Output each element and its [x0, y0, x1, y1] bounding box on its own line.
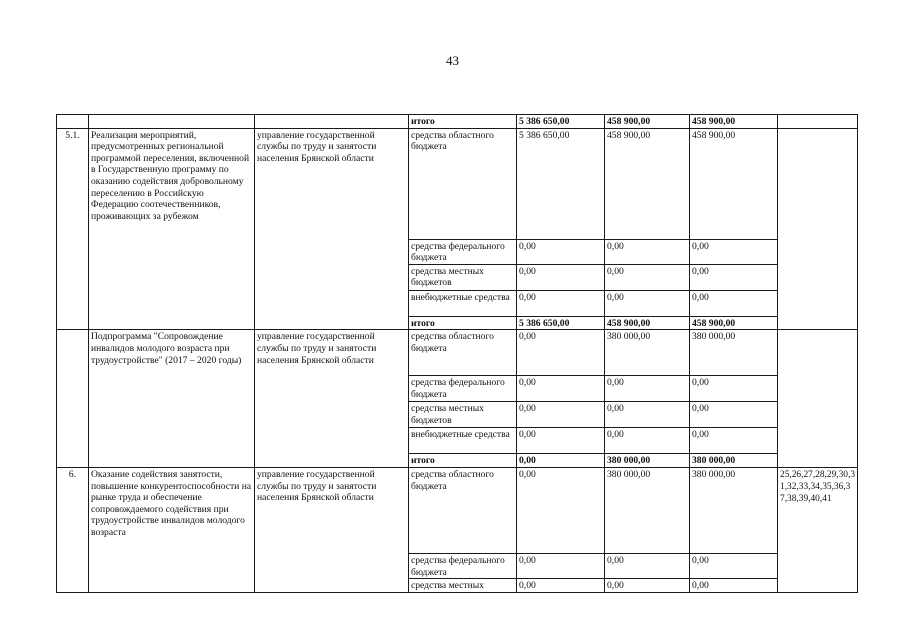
amount-cell: 0,00 [517, 402, 605, 428]
amount-cell: 0,00 [517, 454, 605, 468]
funding-source: средства областного бюджета [409, 330, 517, 376]
indicators-cell [778, 128, 858, 330]
amount-cell: 380 000,00 [605, 330, 690, 376]
amount-cell: 0,00 [605, 553, 690, 578]
amount-cell: 0,00 [517, 579, 605, 593]
indicators-cell: 25,26,27,28,29,30,31,32,33,34,35,36,37,38,39,40,41 [778, 467, 858, 592]
funding-source: средства федерального бюджета [409, 553, 517, 578]
measure-name: Подпрограмма "Сопровождение инвалидов молодого возраста при трудоустройстве" (2017 – 2020 годы) [89, 330, 255, 468]
funding-source: средства местных [409, 579, 517, 593]
amount-cell: 0,00 [605, 290, 690, 316]
amount-cell: 0,00 [517, 553, 605, 578]
funding-source: средства местных бюджетов [409, 402, 517, 428]
amount-cell: 0,00 [517, 330, 605, 376]
amount-cell: 380 000,00 [690, 330, 778, 376]
executor: управление государственной службы по труду и занятости населения Брянской области [255, 467, 409, 592]
amount-cell: 5 386 650,00 [517, 115, 605, 129]
empty-cell [255, 115, 409, 129]
amount-cell: 0,00 [517, 376, 605, 402]
budget-table [56, 114, 858, 593]
table-row [57, 128, 858, 239]
amount-cell: 0,00 [605, 402, 690, 428]
amount-cell: 0,00 [605, 239, 690, 264]
amount-cell: 0,00 [690, 290, 778, 316]
amount-cell: 0,00 [605, 376, 690, 402]
amount-cell: 5 386 650,00 [517, 128, 605, 239]
indicators-cell [778, 330, 858, 468]
funding-source: итого [409, 316, 517, 330]
measure-name: Реализация мероприятий, предусмотренных региональной программой переселения, включенной в Государственную программу по оказанию содействия добровольному переселению в Российскую Федерацию соотечественников, проживающих за рубежом [89, 128, 255, 330]
table-row [57, 330, 858, 376]
amount-cell: 458 900,00 [605, 316, 690, 330]
amount-cell: 0,00 [605, 579, 690, 593]
measure-name: Оказание содействия занятости, повышение конкурентоспособности на рынке труда и обеспечение сопровождаемого содействия при трудоустройстве инвалидов молодого возраста [89, 467, 255, 592]
amount-cell: 0,00 [517, 290, 605, 316]
amount-cell: 458 900,00 [605, 115, 690, 129]
funding-source: внебюджетные средства [409, 428, 517, 454]
amount-cell: 5 386 650,00 [517, 316, 605, 330]
amount-cell: 0,00 [690, 264, 778, 290]
amount-cell: 0,00 [517, 428, 605, 454]
amount-cell: 380 000,00 [690, 467, 778, 553]
funding-source: итого [409, 454, 517, 468]
table-body [57, 115, 858, 593]
executor: управление государственной службы по труду и занятости населения Брянской области [255, 128, 409, 330]
amount-cell: 458 900,00 [690, 316, 778, 330]
funding-source: итого [409, 115, 517, 129]
amount-cell: 0,00 [517, 239, 605, 264]
executor: управление государственной службы по труду и занятости населения Брянской области [255, 330, 409, 468]
indicators-cell [778, 115, 858, 129]
amount-cell: 0,00 [690, 239, 778, 264]
amount-cell: 0,00 [517, 467, 605, 553]
funding-source: средства местных бюджетов [409, 264, 517, 290]
amount-cell: 380 000,00 [690, 454, 778, 468]
amount-cell: 0,00 [605, 264, 690, 290]
amount-cell: 380 000,00 [605, 454, 690, 468]
funding-source: средства федерального бюджета [409, 376, 517, 402]
amount-cell: 0,00 [690, 376, 778, 402]
amount-cell: 380 000,00 [605, 467, 690, 553]
amount-cell: 458 900,00 [690, 115, 778, 129]
table-row [57, 115, 858, 129]
empty-cell [57, 115, 89, 129]
funding-source: средства федерального бюджета [409, 239, 517, 264]
funding-source: средства областного бюджета [409, 467, 517, 553]
page-number: 43 [446, 53, 459, 68]
table-row [57, 467, 858, 553]
amount-cell: 0,00 [690, 579, 778, 593]
item-number [57, 330, 89, 468]
funding-source: средства областного бюджета [409, 128, 517, 239]
amount-cell: 0,00 [517, 264, 605, 290]
amount-cell: 0,00 [690, 553, 778, 578]
item-number: 6. [57, 467, 89, 592]
empty-cell [89, 115, 255, 129]
item-number: 5.1. [57, 128, 89, 330]
amount-cell: 458 900,00 [690, 128, 778, 239]
amount-cell: 458 900,00 [605, 128, 690, 239]
amount-cell: 0,00 [690, 402, 778, 428]
amount-cell: 0,00 [690, 428, 778, 454]
funding-source: внебюджетные средства [409, 290, 517, 316]
amount-cell: 0,00 [605, 428, 690, 454]
